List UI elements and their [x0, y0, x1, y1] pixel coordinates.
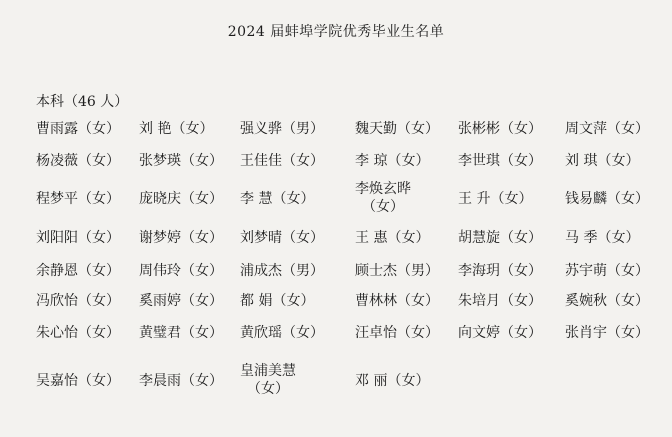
- graduate-name: 朱培月（女）: [458, 293, 542, 309]
- graduate-name: 张梦瑛（女）: [139, 153, 223, 169]
- graduate-name: 李 慧（女）: [240, 191, 315, 207]
- graduate-name: 曹雨露（女）: [36, 121, 120, 137]
- graduate-name: 王 升（女）: [458, 191, 533, 207]
- graduate-name: 张彬彬（女）: [458, 121, 542, 137]
- graduate-name: 余静恩（女）: [36, 263, 120, 279]
- graduate-name: 庞晓庆（女）: [139, 191, 223, 207]
- graduate-name: 程梦平（女）: [36, 191, 120, 207]
- section-heading: 本科（46 人）: [36, 94, 129, 110]
- graduate-name: 王佳佳（女）: [240, 153, 324, 169]
- graduate-name: 顾士杰（男）: [355, 263, 439, 279]
- graduate-name: 李世琪（女）: [458, 153, 542, 169]
- graduate-name: 魏天勤（女）: [355, 121, 439, 137]
- graduate-name: 王 惠（女）: [355, 230, 430, 246]
- graduate-name: 黄璧君（女）: [139, 325, 223, 341]
- graduate-name: 浦成杰（男）: [240, 263, 324, 279]
- document-title: 2024 届蚌埠学院优秀毕业生名单: [227, 24, 445, 40]
- graduate-name: 李晨雨（女）: [139, 373, 223, 389]
- graduate-name: 刘阳阳（女）: [36, 230, 120, 246]
- graduate-name: 谢梦婷（女）: [139, 230, 223, 246]
- graduate-name: 吴嘉怡（女）: [36, 373, 120, 389]
- graduate-name: 邓 丽（女）: [355, 373, 430, 389]
- graduate-name: 胡慧旋（女）: [458, 230, 542, 246]
- graduate-name: 李海玥（女）: [458, 263, 542, 279]
- graduate-name: 张肖宇（女）: [565, 325, 649, 341]
- graduate-name: 冯欣怡（女）: [36, 293, 120, 309]
- graduate-name: 周文萍（女）: [565, 121, 649, 137]
- graduate-name: 苏宇萌（女）: [565, 263, 649, 279]
- graduate-name: 刘 艳（女）: [139, 121, 214, 137]
- graduate-name: 杨凌薇（女）: [36, 153, 120, 169]
- graduate-name: 刘 琪（女）: [565, 153, 640, 169]
- graduate-name: 向文婷（女）: [458, 325, 542, 341]
- graduate-name: 奚雨婷（女）: [139, 293, 223, 309]
- graduate-name: 汪卓怡（女）: [355, 325, 439, 341]
- graduate-name: 朱心怡（女）: [36, 325, 120, 341]
- graduate-name: 都 娟（女）: [240, 293, 315, 309]
- graduate-name: 黄欣瑶（女）: [240, 325, 324, 341]
- graduate-name: 强义骅（男）: [240, 121, 324, 137]
- graduate-name: 奚婉秋（女）: [565, 293, 649, 309]
- graduate-name: 李 琼（女）: [355, 153, 430, 169]
- graduate-name: 曹林林（女）: [355, 293, 439, 309]
- graduate-name: 马 季（女）: [565, 230, 640, 246]
- graduate-name: 李焕玄晔 （女）: [355, 181, 411, 215]
- graduate-name: 钱易麟（女）: [565, 191, 649, 207]
- graduate-name: 周伟玲（女）: [139, 263, 223, 279]
- graduate-name: 刘梦晴（女）: [240, 230, 324, 246]
- graduate-name: 皇浦美慧 （女）: [240, 363, 296, 397]
